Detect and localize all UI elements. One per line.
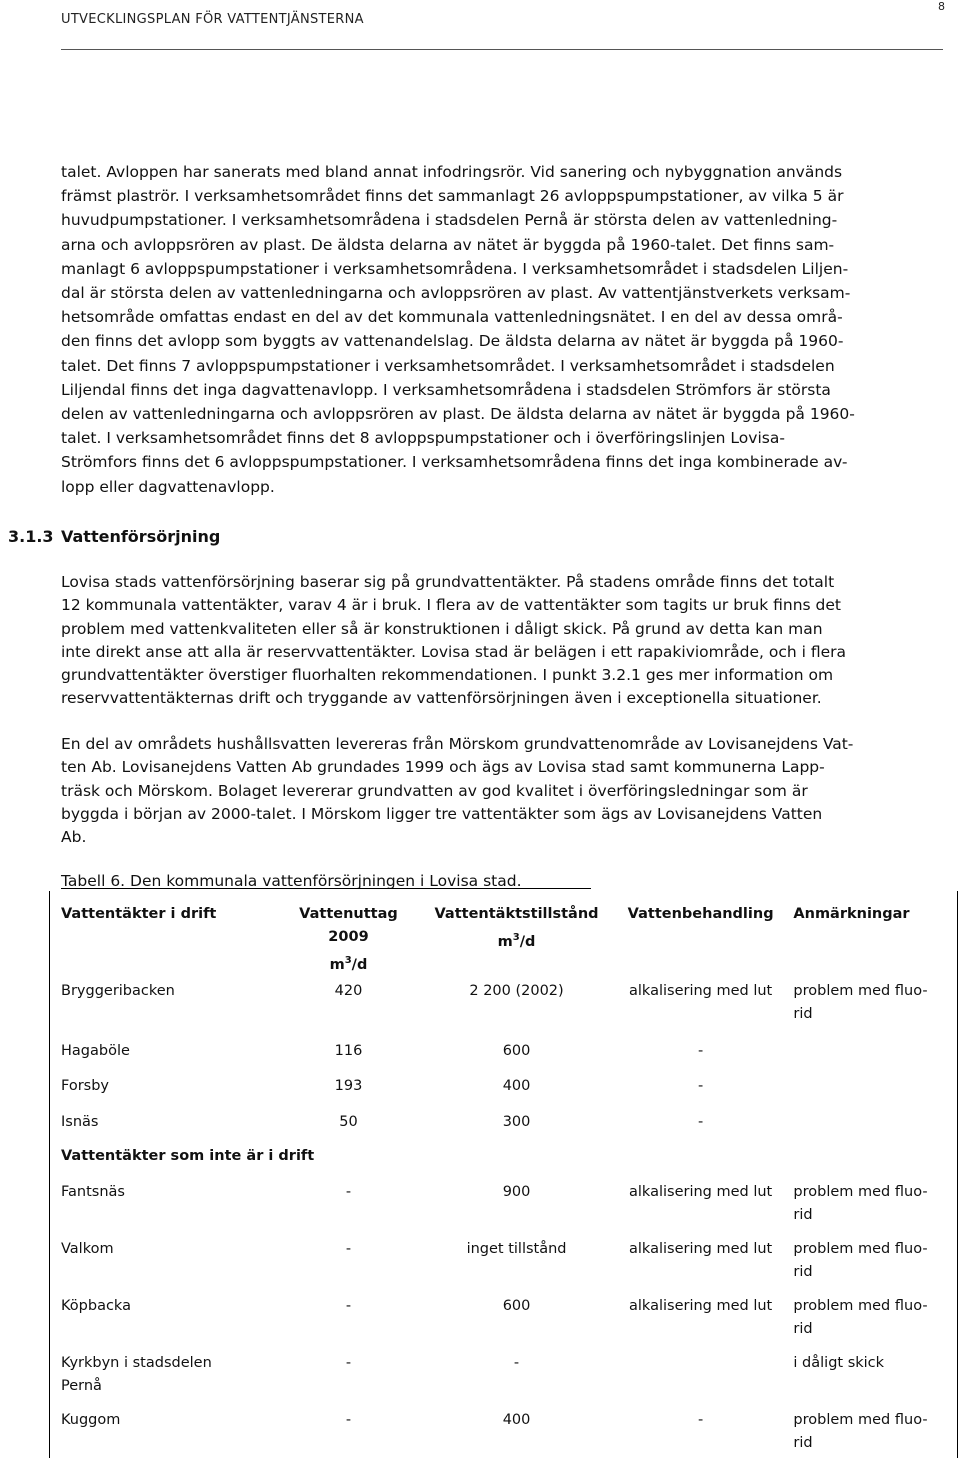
- cell-name: Hagaböle: [61, 1042, 130, 1059]
- cell-name: Köpbacka: [61, 1297, 131, 1314]
- water-supply-table: [49, 891, 957, 1456]
- paragraph-water-supply: [61, 571, 951, 711]
- text-line: inte direkt anse att alla är reservvattentäkter. Lovisa stad är belägen i ett rapakiviområde, och i flera: [61, 642, 847, 661]
- name-line: Pernå: [61, 1377, 102, 1394]
- text-line: problem med vattenkvaliteten eller så är konstruktionen i dåligt skick. På grund av detta kan man: [61, 619, 823, 638]
- cell-tillstand: 400: [502, 1411, 531, 1428]
- note-line: problem med fluo-: [793, 982, 928, 999]
- cell-uttag: 116: [334, 1042, 363, 1059]
- text-line: En del av områdets hushållsvatten levereras från Mörskom grundvattenområde av Lovisanejdens Vat-: [61, 735, 854, 753]
- subheading-cell: Vattentäkter som inte är i drift: [61, 1147, 315, 1164]
- cell-anmarkning: [785, 977, 957, 1026]
- text-line: Liljendal finns det inga dagvattenavlopp. I verksamhetsområdena i stadsdelen Strömfors är största: [61, 380, 831, 399]
- cell-name: Kuggom: [61, 1411, 121, 1428]
- cell-behandling: alkalisering med lut: [629, 1297, 773, 1314]
- name-line: Kyrkbyn i stadsdelen: [61, 1354, 212, 1371]
- note-line: problem med fluo-: [793, 1411, 928, 1428]
- caption-rule: [61, 888, 591, 889]
- note-line: problem med fluo-: [793, 1183, 928, 1200]
- cell-behandling: alkalisering med lut: [629, 982, 773, 999]
- running-header: UTVECKLINGSPLAN FÖR VATTENTJÄNSTERNA: [61, 12, 364, 27]
- table-row: [49, 1108, 957, 1142]
- text-line: Ab.: [61, 828, 87, 847]
- text-line: hetsområde omfattas endast en del av det kommunala vattenledningsnätet. I en del av dessa områ-: [61, 308, 843, 327]
- text-line: reservvattentäkternas drift och tryggande av vattenförsörjningen även i exceptionella situationer.: [61, 689, 822, 708]
- cell-uttag: -: [345, 1183, 352, 1200]
- table-row: [49, 1178, 957, 1235]
- empty-cell: [785, 1142, 957, 1178]
- unit-suffix: /d: [519, 933, 536, 950]
- table-row: [49, 1349, 957, 1406]
- text-line: huvudpumpstationer. I verksamhetsområdena i stadsdelen Pernå är största delen av vattenledning-: [61, 211, 838, 230]
- table-caption: Tabell 6. Den kommunala vattenförsörjningen i Lovisa stad.: [61, 872, 522, 890]
- cell-tillstand: 300: [502, 1113, 531, 1130]
- text-line: främst plaströr. I verksamhetsområdet finns det sammanlagt 26 avloppspumpstationer, av vilka 5 är: [61, 187, 844, 206]
- cell-anmarkning: [785, 1026, 957, 1072]
- unit-text: m: [329, 956, 345, 973]
- text-line: grundvattentäkter överstiger fluorhalten rekommendationen. I punkt 3.2.1 ges mer information om: [61, 666, 834, 685]
- intro-paragraph: [61, 160, 951, 499]
- text-line: talet. Det finns 7 avloppspumpstationer i verksamhetsområdet. I verksamhetsområdet i stadsdelen: [61, 356, 835, 375]
- cell-anmarkning: [785, 1406, 957, 1456]
- header-cell: [280, 891, 417, 977]
- table-row: [49, 1026, 957, 1072]
- cell-uttag: -: [345, 1411, 352, 1428]
- cell-behandling: -: [698, 1411, 704, 1428]
- cell-name: Isnäs: [61, 1113, 99, 1130]
- header-rule: [61, 49, 943, 50]
- table-right-border: [957, 891, 958, 1458]
- text-line: byggda i början av 2000-talet. I Mörskom ligger tre vattentäkter som ägs av Lovisanejdens Vatten: [61, 804, 823, 823]
- table-row: [49, 1292, 957, 1349]
- cell-behandling: [616, 1349, 786, 1406]
- text-line: Strömfors finns det 6 avloppspumpstationer. I verksamhetsområdena finns det inga kombinerade av-: [61, 453, 848, 472]
- table-row: [49, 1235, 957, 1292]
- cell-name: [49, 1349, 280, 1406]
- text-line: Lovisa stads vattenförsörjning baserar sig på grundvattentäkter. På stadens område finns det totalt: [61, 573, 835, 591]
- cell-behandling: -: [698, 1077, 704, 1094]
- cell-name: Bryggeribacken: [61, 982, 175, 999]
- text-line: den finns det avlopp som byggts av vattenandelslag. De äldsta delarna av nätet är byggda på 1960-: [61, 332, 844, 351]
- cell-anmarkning: [785, 1178, 957, 1235]
- text-line: delen av vattenledningarna och avloppsrören av plast. De äldsta delarna av nätet är byggda på 1960-: [61, 405, 855, 424]
- header-text: Vattentäktstillstånd: [434, 906, 599, 922]
- table-row: [49, 1072, 957, 1108]
- unit-superscript: 3: [344, 955, 352, 966]
- text-line: arna och avloppsrören av plast. De äldsta delarna av nätet är byggda på 1960-talet. Det finns sam-: [61, 235, 835, 254]
- cell-name: Fantsnäs: [61, 1183, 125, 1200]
- text-line: dal är största delen av vattenledningarna och avloppsrören av plast. Av vattentjänstverkets verksam-: [61, 284, 851, 303]
- cell-uttag: 50: [339, 1113, 358, 1130]
- cell-tillstand: -: [513, 1354, 520, 1371]
- note-line: rid: [793, 1206, 813, 1223]
- table-row: [49, 977, 957, 1026]
- table-left-border: [49, 891, 50, 1458]
- cell-behandling: alkalisering med lut: [629, 1240, 773, 1257]
- cell-tillstand: inget tillstånd: [466, 1240, 567, 1257]
- header-cell: Vattenbehandling: [627, 906, 774, 922]
- cell-name: Forsby: [61, 1077, 109, 1094]
- unit-suffix: /d: [351, 956, 368, 973]
- text-line: lopp eller dagvattenavlopp.: [61, 477, 275, 496]
- table-header-row: [49, 891, 957, 977]
- note-line: problem med fluo-: [793, 1297, 928, 1314]
- unit-text: m: [497, 933, 513, 950]
- section-title: Vattenförsörjning: [61, 527, 221, 546]
- section-number: 3.1.3: [8, 527, 54, 546]
- cell-name: Valkom: [61, 1240, 114, 1257]
- cell-behandling: -: [698, 1042, 704, 1059]
- text-line: 12 kommunala vattentäkter, varav 4 är i bruk. I flera av de vattentäkter som tagits ur bruk finns det: [61, 596, 841, 615]
- unit-superscript: 3: [512, 932, 520, 943]
- note-line: rid: [793, 1320, 813, 1337]
- cell-uttag: 420: [334, 982, 363, 999]
- header-cell: [417, 891, 616, 977]
- page-number: 8: [938, 0, 945, 13]
- cell-uttag: -: [345, 1240, 352, 1257]
- text-line: träsk och Mörskom. Bolaget levererar grundvatten av god kvalitet i överföringsledningar som är: [61, 781, 808, 800]
- cell-anmarkning: i dåligt skick: [793, 1354, 885, 1371]
- note-line: rid: [793, 1263, 813, 1280]
- table-subheading-row: [49, 1142, 957, 1178]
- cell-anmarkning: [785, 1292, 957, 1349]
- text-line: talet. Avloppen har sanerats med bland annat infodringsrör. Vid sanering och nybyggnation används: [61, 163, 843, 181]
- cell-anmarkning: [785, 1235, 957, 1292]
- note-line: rid: [793, 1434, 813, 1451]
- paragraph-household-water: [61, 733, 951, 849]
- note-line: rid: [793, 1005, 813, 1022]
- cell-tillstand: 600: [502, 1042, 531, 1059]
- text-line: manlagt 6 avloppspumpstationer i verksamhetsområdena. I verksamhetsområdet i stadsdelen Liljen-: [61, 259, 849, 278]
- header-text: 2009: [328, 929, 369, 945]
- note-line: problem med fluo-: [793, 1240, 928, 1257]
- cell-behandling: -: [698, 1113, 704, 1130]
- cell-tillstand: 400: [502, 1077, 531, 1094]
- table-row: [49, 1406, 957, 1456]
- cell-tillstand: 900: [502, 1183, 531, 1200]
- cell-uttag: -: [345, 1297, 352, 1314]
- header-text: Vattenuttag: [299, 906, 398, 922]
- text-line: ten Ab. Lovisanejdens Vatten Ab grundades 1999 och ägs av Lovisa stad samt kommunerna Lapp-: [61, 758, 825, 777]
- empty-cell: [616, 1142, 786, 1178]
- cell-uttag: -: [345, 1354, 352, 1371]
- cell-tillstand: 2 200 (2002): [469, 982, 564, 999]
- cell-anmarkning: [785, 1108, 957, 1142]
- cell-anmarkning: [785, 1072, 957, 1108]
- cell-uttag: 193: [334, 1077, 363, 1094]
- cell-behandling: alkalisering med lut: [629, 1183, 773, 1200]
- cell-tillstand: 600: [502, 1297, 531, 1314]
- header-cell: Vattentäkter i drift: [61, 906, 217, 922]
- text-line: talet. I verksamhetsområdet finns det 8 avloppspumpstationer och i överföringslinjen Lovisa-: [61, 429, 785, 448]
- header-cell: Anmärkningar: [793, 906, 910, 922]
